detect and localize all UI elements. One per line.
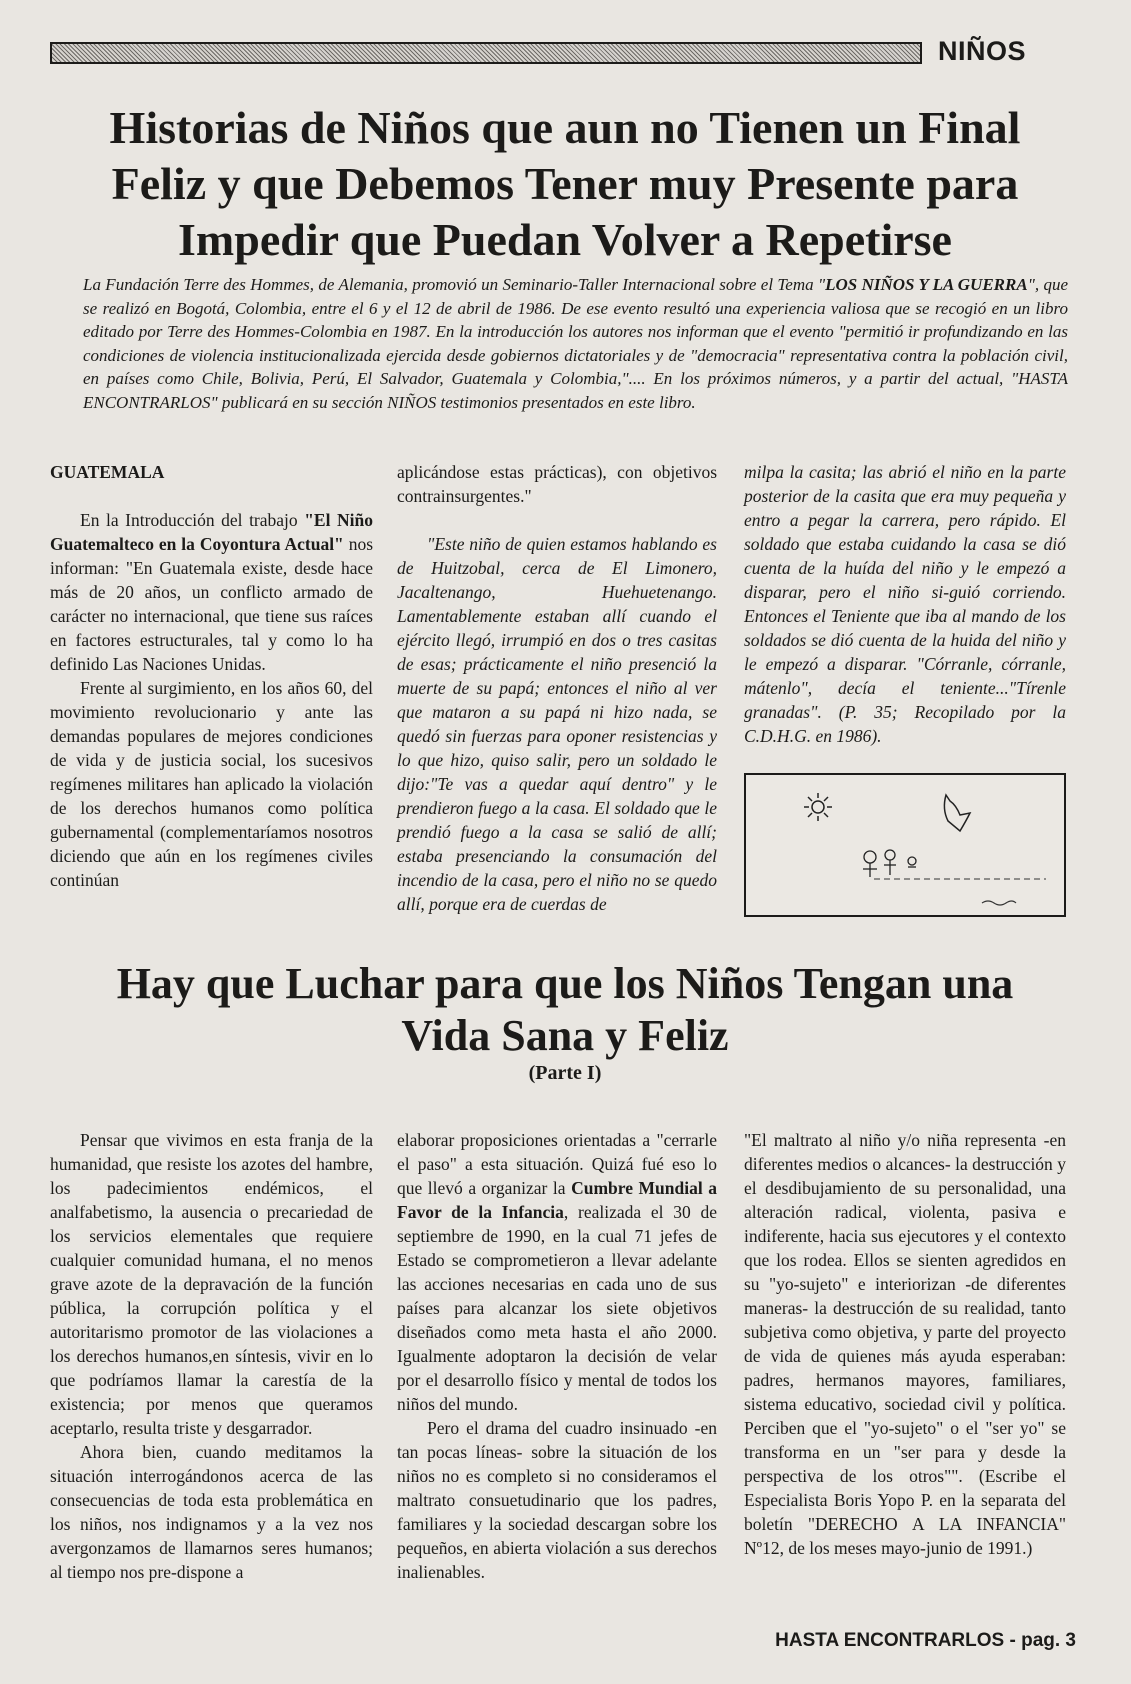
article1-column-3 bbox=[744, 460, 1066, 748]
bird-icon bbox=[944, 795, 970, 831]
testimony-paragraph: "Este niño de quien estamos hablando es de Huitzobal, cerca de El Limonero, Jacaltenango, Huehuetenango. Lamentablemente estaban allí cuando el ejército llegó, irrumpió en dos o tres casitas de esas; prácticamente el niño presenció la muerte de su papá; entonces el niño al ver que mataron a su papá ni hizo nada, se quedó sin fuerzas para oponer resistencias y lo que hizo, quiso salir, pero un soldado le dijo:"Te vas a quedar aquí dentro" y le prendieron fuego a la casa. El soldado que le prendió fuego a la casa se salió de allí; estaba presenciando la consumación del incendio de la casa, pero el niño no se quedo allí, porque era de cuerdas de bbox=[397, 534, 717, 914]
article2-column-3 bbox=[744, 1128, 1066, 1560]
child-drawing-illustration bbox=[744, 773, 1066, 917]
figures-icon bbox=[863, 850, 916, 877]
article1-column-2 bbox=[397, 460, 717, 916]
paragraph: Pero el drama del cuadro insinuado -en tan pocas líneas- sobre la situación de los niños no es completo si no consideramos el maltrato consuetudinario que los padres, familiares y la sociedad descargan sobre los pequeños, en abierta violación a sus derechos inalienables. bbox=[397, 1418, 717, 1582]
c1-p1-text-a: En la Introducción del trabajo bbox=[80, 510, 305, 530]
quote-paragraph: "El maltrato al niño y/o niña representa -en diferentes medios o alcances- la destrucción y el desdibujamiento de su personalidad, una alteración radical, violenta, pasiva e indiferente, hacia sus ejecutores y el contexto que los rodea. Ellos se sienten agredidos en su "yo-sujeto" e interiorizan -de diferentes maneras- la destrucción de su realidad, tanto subjetiva como objetiva, y parte del proyecto de vida de quienes más ayuda esperaban: padres, hermanos mayores, familiares, sistema educativo, sociedad civil y política. Perciben que el "yo-sujeto" o el "ser yo" se transforma en un "ser para y desde la perspectiva de los otros"". (Escribe el Especialista Boris Yopo P. en la separata del boletín "DERECHO A LA INFANCIA" Nº12, de los meses mayo-junio de 1991.) bbox=[744, 1130, 1066, 1558]
paragraph: Ahora bien, cuando meditamos la situación interrogándonos acerca de las consecuencias de toda esta problemática en los niños, nos indignamos y a la vez nos avergonzamos de llamarnos seres humanos; al tiempo nos pre-dispone a bbox=[50, 1442, 373, 1582]
article2-title bbox=[60, 958, 1070, 1062]
intro-text-b: ", que se realizó en Bogotá, Colombia, entre el 6 y el 12 de abril de 1986. De ese evento resultó una experiencia valiosa que se recogió en un libro editado por Terre des Hommes-Colombia en 1987. En la introducción los autores nos informan que el evento "permitió ir profundizando en las condiciones de violencia institucionalizada ejercida desde gobiernos dictatoriales y de "democracia" representativa contra la población civil, en países como Chile, Bolivia, Perú, El Salvador, Guatemala y Colombia,".... En los próximos números, y a partir del actual, "HASTA ENCONTRARLOS" publicará en su sección NIÑOS testimonios presentados en este libro. bbox=[83, 275, 1068, 412]
paragraph: Pensar que vivimos en esta franja de la humanidad, que resiste los azotes del hambre, los padecimientos endémicos, el analfabetismo, la ausencia o precariedad de los servicios elementales que requiere cualquier comunidad humana, el no menos grave azote de la depravación de la función pública, la corrupción política y el autoritarismo promotor de las violaciones a los derechos humanos,en síntesis, vivir en lo que podríamos llamar la carestía de la existencia; por menos que queramos aceptarlo, resulta triste y desgarrador. bbox=[50, 1130, 373, 1438]
d2-p1-bold: Cumbre Mundial a Favor de la Infancia bbox=[397, 1178, 717, 1222]
paragraph: Frente al surgimiento, en los años 60, del movimiento revolucionario y ante las demandas populares de mejores condiciones de vida y de justicia social, los sucesivos regímenes militares han aplicado la violación de los derechos humanos como política gubernamental (complementaríamos nosotros diciendo que aún en los regímenes civiles continúan bbox=[50, 678, 373, 890]
c1-p1-text-b: nos informan: "En Guatemala existe, desde hace más de 20 años, un conflicto armado de carácter no internacional, que tiene sus raíces en factores estructurales, tal y como lo ha definido Las Naciones Unidas. bbox=[50, 534, 374, 674]
intro-bold: LOS NIÑOS Y LA GUERRA bbox=[825, 275, 1028, 294]
article1-intro bbox=[83, 273, 1068, 414]
article1-title-line2: Feliz y que Debemos Tener muy Presente para bbox=[111, 158, 1019, 209]
sun-icon bbox=[804, 793, 832, 821]
paragraph bbox=[50, 508, 373, 676]
article2-subtitle: (Parte I) bbox=[528, 1062, 602, 1084]
intro-text-a: La Fundación Terre des Hommes, de Alemania, promovió un Seminario-Taller Internacional sobre el Tema " bbox=[83, 275, 826, 294]
article2-title-line1: Hay que Luchar para que los Niños Tengan una bbox=[116, 959, 1014, 1008]
article2-column-1 bbox=[50, 1128, 373, 1584]
article1-column-1 bbox=[50, 460, 373, 892]
page-footer: HASTA ENCONTRARLOS - pag. 3 bbox=[775, 1630, 1076, 1651]
article1-title-line1: Historias de Niños que aun no Tienen un Final bbox=[109, 102, 1021, 153]
testimony-paragraph: milpa la casita; las abrió el niño en la parte posterior de la casita que era muy pequeña y entro a pegar la carrera, pero rápido. El soldado que estaba cuidando la casa se dió cuenta de la huída del niño y le empezó a disparar, pero el niño si-guió corriendo. Entonces el Teniente que iba al mando de los soldados se dió cuenta de la huida del niño y le empezó a disparar. "Córranle, córranle, mátenlo", decía el teniente..."Tírenle granadas". (P. 35; Recopilado por la C.D.H.G. en 1986). bbox=[744, 462, 1066, 746]
paragraph bbox=[397, 1128, 717, 1416]
child-drawing-svg bbox=[746, 775, 1064, 915]
c1-p1-bold: "El Niño Guatemalteco en la Coyontura Actual" bbox=[50, 510, 374, 554]
article1-title bbox=[60, 100, 1070, 268]
section-heading: GUATEMALA bbox=[50, 462, 165, 482]
article1-title-line3: Impedir que Puedan Volver a Repetirse bbox=[178, 214, 952, 265]
section-label: NIÑOS bbox=[938, 36, 1027, 66]
d2-p1-text-a: elaborar proposiciones orientadas a "cerrarle el paso" a esta situación. Quizá fué eso lo que llevó a organizar la bbox=[397, 1130, 717, 1198]
paragraph: aplicándose estas prácticas), con objetivos contrainsurgentes." bbox=[397, 462, 717, 506]
signature-scribble-icon bbox=[982, 901, 1016, 905]
header-hatched-bar bbox=[50, 42, 922, 64]
article2-column-2 bbox=[397, 1128, 717, 1584]
article2-title-line2: Vida Sana y Feliz bbox=[401, 1011, 729, 1060]
d2-p1-text-b: , realizada el 30 de septiembre de 1990, en la cual 71 jefes de Estado se comprometieron a llevar adelante las acciones necesarias en cada uno de sus países para alcanzar los siete objetivos diseñados como meta hasta el año 2000. Igualmente adoptaron la decisión de velar por el desarrollo físico y mental de todos los niños del mundo. bbox=[397, 1202, 717, 1414]
